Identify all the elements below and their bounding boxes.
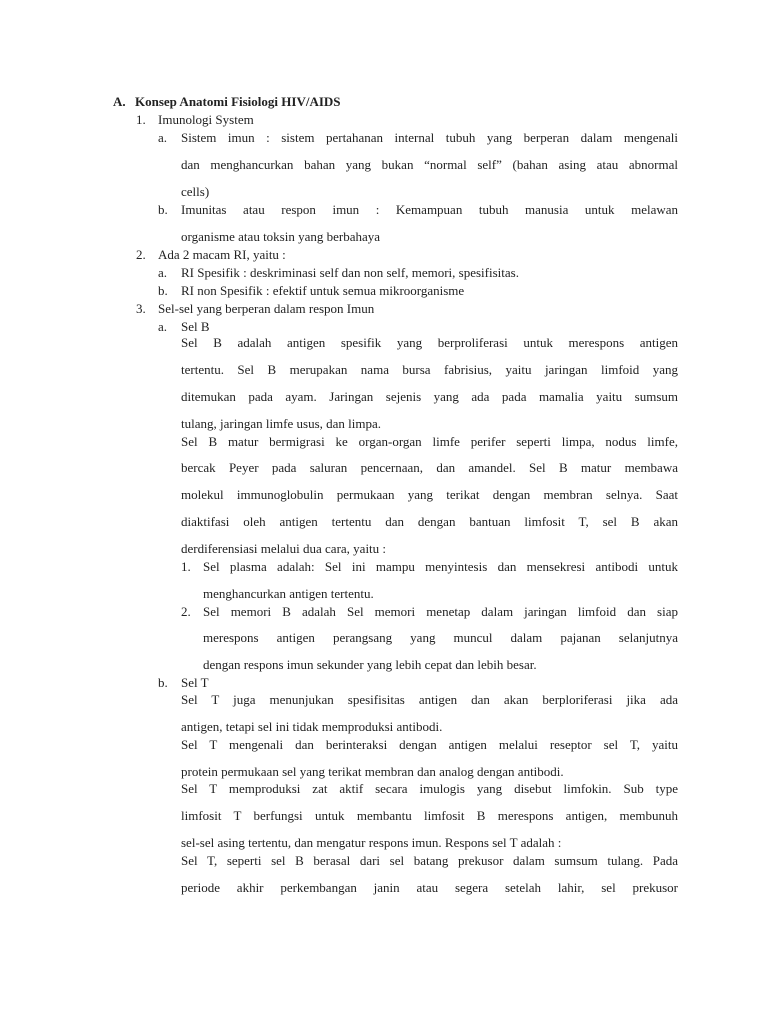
paragraph-line: dengan respons imun sekunder yang lebih cepat dan lebih besar. xyxy=(203,657,537,672)
paragraph-line: menghancurkan antigen tertentu. xyxy=(203,586,374,601)
list-letter: b. xyxy=(158,675,168,690)
paragraph-line: limfosit T berfungsi untuk membantu limfosit B merespons antigen, membunuh xyxy=(181,808,678,823)
paragraph-line: ditemukan pada ayam. Jaringan sejenis yang ada pada mamalia yaitu sumsum xyxy=(181,389,678,404)
list-letter: a. xyxy=(158,130,168,145)
paragraph-line: Imunitas atau respon imun : Kemampuan tubuh manusia untuk melawan xyxy=(181,202,678,217)
subsection-title: Ada 2 macam RI, yaitu : xyxy=(158,247,286,262)
list-number: 1. xyxy=(181,559,191,574)
paragraph-line: Sel T, seperti sel B berasal dari sel batang prekusor dalam sumsum tulang. Pada xyxy=(181,853,678,868)
list-letter: b. xyxy=(158,283,168,298)
item-title: Sel T xyxy=(181,675,209,690)
paragraph-line: bercak Peyer pada saluran pencernaan, dan amandel. Sel B matur membawa xyxy=(181,460,678,475)
list-number: 2. xyxy=(181,604,191,619)
paragraph-line: merespons antigen perangsang yang muncul dalam pajanan selanjutnya xyxy=(203,630,678,645)
paragraph-line: RI Spesifik : deskriminasi self dan non self, memori, spesifisitas. xyxy=(181,265,519,280)
paragraph-line: organisme atau toksin yang berbahaya xyxy=(181,229,381,244)
section-marker: A. xyxy=(113,94,126,109)
paragraph-line: sel-sel asing tertentu, dan mengatur respons imun. Respons sel T adalah : xyxy=(181,835,562,850)
paragraph-line: Sel T memproduksi zat aktif secara imulogis yang disebut limfokin. Sub type xyxy=(181,781,678,796)
subsection-title: Sel-sel yang berperan dalam respon Imun xyxy=(158,301,375,316)
paragraph-line: Sel T mengenali dan berinteraksi dengan antigen melalui reseptor sel T, yaitu xyxy=(181,737,678,752)
list-letter: b. xyxy=(158,202,168,217)
paragraph-line: antigen, tetapi sel ini tidak memproduksi antibodi. xyxy=(181,719,443,734)
list-letter: a. xyxy=(158,265,168,280)
paragraph-line: tulang, jaringan limfe usus, dan limpa. xyxy=(181,416,382,431)
paragraph-line: Sel B adalah antigen spesifik yang berproliferasi untuk merespons antigen xyxy=(181,335,678,350)
paragraph-line: RI non Spesifik : efektif untuk semua mikroorganisme xyxy=(181,283,465,298)
list-number: 3. xyxy=(136,301,146,316)
paragraph-line: Sel B matur bermigrasi ke organ-organ limfe perifer seperti limpa, nodus limfe, xyxy=(181,434,678,449)
paragraph-line: tertentu. Sel B merupakan nama bursa fabrisius, yaitu jaringan limfoid yang xyxy=(181,362,678,377)
list-number: 1. xyxy=(136,112,146,127)
paragraph-line: Sel plasma adalah: Sel ini mampu menyintesis dan mensekresi antibodi untuk xyxy=(203,559,678,574)
section-title: Konsep Anatomi Fisiologi HIV/AIDS xyxy=(135,94,341,109)
paragraph-line: derdiferensiasi melalui dua cara, yaitu : xyxy=(181,541,387,556)
paragraph-line: periode akhir perkembangan janin atau segera setelah lahir, sel prekusor xyxy=(181,880,678,895)
paragraph-line: Sistem imun : sistem pertahanan internal tubuh yang berperan dalam mengenali xyxy=(181,130,678,145)
paragraph-line: dan menghancurkan bahan yang bukan “normal self” (bahan asing atau abnormal xyxy=(181,157,678,172)
paragraph-line: protein permukaan sel yang terikat membran dan analog dengan antibodi. xyxy=(181,764,564,779)
paragraph-line: Sel memori B adalah Sel memori menetap dalam jaringan limfoid dan siap xyxy=(203,604,678,619)
subsection-title: Imunologi System xyxy=(158,112,254,127)
list-number: 2. xyxy=(136,247,146,262)
paragraph-line: molekul immunoglobulin permukaan yang terikat dengan membran selnya. Saat xyxy=(181,487,678,502)
paragraph-line: diaktifasi oleh antigen tertentu dan dengan bantuan limfosit T, sel B akan xyxy=(181,514,678,529)
item-title: Sel B xyxy=(181,319,210,334)
paragraph-line: cells) xyxy=(181,184,210,199)
list-letter: a. xyxy=(158,319,168,334)
paragraph-line: Sel T juga menunjukan spesifisitas antigen dan akan berploriferasi jika ada xyxy=(181,692,678,707)
